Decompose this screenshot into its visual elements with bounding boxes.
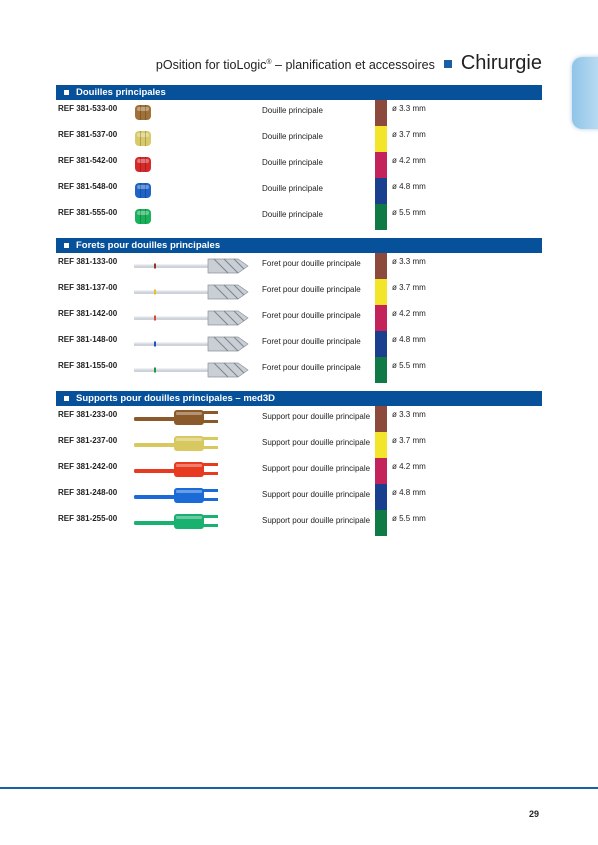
support-image	[134, 458, 254, 484]
diameter-value: ø 3.3 mm	[392, 104, 426, 113]
ref-number: REF 381-148-00	[58, 335, 118, 344]
table-row	[56, 357, 542, 383]
sleeve-image	[134, 204, 254, 230]
table-row	[56, 279, 542, 305]
table-row	[56, 100, 542, 126]
drill-image	[134, 357, 254, 383]
table-row	[56, 406, 542, 432]
item-description: Foret pour douille principale	[262, 285, 361, 294]
support-image	[134, 510, 254, 536]
color-code-swatch	[375, 152, 387, 178]
table-row	[56, 331, 542, 357]
item-description: Support pour douille principale	[262, 516, 371, 525]
diameter-value: ø 3.7 mm	[392, 283, 426, 292]
diameter-value: ø 4.8 mm	[392, 488, 426, 497]
section-title	[56, 391, 542, 406]
color-code-swatch	[375, 253, 387, 279]
item-description: Douille principale	[262, 210, 323, 219]
table-row	[56, 126, 542, 152]
color-code-swatch	[375, 406, 387, 432]
table-row	[56, 510, 542, 536]
bullet-square-icon	[64, 243, 69, 248]
ref-number: REF 381-242-00	[58, 462, 118, 471]
table-row	[56, 305, 542, 331]
ref-number: REF 381-533-00	[58, 104, 118, 113]
sleeve-image	[134, 100, 254, 126]
color-code-swatch	[375, 305, 387, 331]
item-description: Douille principale	[262, 158, 323, 167]
table-row	[56, 484, 542, 510]
drill-image	[134, 305, 254, 331]
section-title-text: Forets pour douilles principales	[76, 240, 221, 251]
color-code-swatch	[375, 432, 387, 458]
color-code-swatch	[375, 484, 387, 510]
sleeve-image	[134, 152, 254, 178]
diameter-value: ø 3.3 mm	[392, 257, 426, 266]
section-title	[56, 238, 542, 253]
table-row	[56, 253, 542, 279]
chapter-title: Chirurgie	[460, 52, 542, 74]
section-rows	[56, 406, 542, 536]
diameter-value: ø 3.3 mm	[392, 410, 426, 419]
section-douilles	[56, 85, 542, 230]
bullet-square-icon	[64, 396, 69, 401]
diameter-value: ø 5.5 mm	[392, 361, 426, 370]
ref-number: REF 381-537-00	[58, 130, 118, 139]
table-row	[56, 432, 542, 458]
drill-image	[134, 331, 254, 357]
bullet-square-icon	[64, 90, 69, 95]
color-code-swatch	[375, 178, 387, 204]
ref-number: REF 381-555-00	[58, 208, 118, 217]
diameter-value: ø 4.2 mm	[392, 309, 426, 318]
header-subtitle	[156, 58, 435, 72]
diameter-value: ø 5.5 mm	[392, 208, 426, 217]
ref-number: REF 381-233-00	[58, 410, 118, 419]
item-description: Support pour douille principale	[262, 438, 371, 447]
header-subtitle-main: pOsition for tioLogic	[155, 58, 267, 72]
section-rows	[56, 253, 542, 383]
color-code-swatch	[375, 458, 387, 484]
ref-number: REF 381-155-00	[58, 361, 118, 370]
diameter-value: ø 4.2 mm	[392, 462, 426, 471]
drill-image	[134, 279, 254, 305]
item-description: Foret pour douille principale	[262, 259, 361, 268]
ref-number: REF 381-248-00	[58, 488, 118, 497]
section-title	[56, 85, 542, 100]
item-description: Foret pour douille principale	[262, 311, 361, 320]
item-description: Douille principale	[262, 106, 323, 115]
section-rows	[56, 100, 542, 230]
table-row	[56, 204, 542, 230]
support-image	[134, 484, 254, 510]
diameter-value: ø 3.7 mm	[392, 436, 426, 445]
section-title-text: Douilles principales	[76, 87, 166, 98]
item-description: Support pour douille principale	[262, 464, 371, 473]
ref-number: REF 381-542-00	[58, 156, 118, 165]
diameter-value: ø 4.8 mm	[392, 335, 426, 344]
color-code-swatch	[375, 331, 387, 357]
item-description: Support pour douille principale	[262, 490, 371, 499]
item-description: Foret pour douille principale	[262, 337, 361, 346]
header-square-icon	[444, 60, 452, 68]
item-description: Douille principale	[262, 132, 323, 141]
ref-number: REF 381-137-00	[58, 283, 118, 292]
section-supports	[56, 391, 542, 536]
color-code-swatch	[375, 204, 387, 230]
color-code-swatch	[375, 279, 387, 305]
support-image	[134, 406, 254, 432]
diameter-value: ø 4.8 mm	[392, 182, 426, 191]
table-row	[56, 178, 542, 204]
chapter-tab	[572, 57, 598, 129]
diameter-value: ø 4.2 mm	[392, 156, 426, 165]
color-code-swatch	[375, 357, 387, 383]
sleeve-image	[134, 178, 254, 204]
sleeve-image	[134, 126, 254, 152]
diameter-value: ø 3.7 mm	[392, 130, 426, 139]
color-code-swatch	[375, 510, 387, 536]
table-row	[56, 152, 542, 178]
ref-number: REF 381-237-00	[58, 436, 118, 445]
diameter-value: ø 5.5 mm	[392, 514, 426, 523]
section-title-text: Supports pour douilles principales – med3D	[76, 393, 276, 404]
support-image	[134, 432, 254, 458]
page-header	[156, 52, 542, 75]
item-description: Support pour douille principale	[262, 412, 371, 421]
item-description: Douille principale	[262, 184, 323, 193]
registered-mark: ®	[266, 58, 272, 66]
page-number: 29	[529, 809, 540, 819]
ref-number: REF 381-142-00	[58, 309, 118, 318]
header-subtitle-rest: – planification et accessoires	[271, 58, 435, 72]
ref-number: REF 381-255-00	[58, 514, 118, 523]
ref-number: REF 381-133-00	[58, 257, 118, 266]
section-forets	[56, 238, 542, 383]
item-description: Foret pour douille principale	[262, 363, 361, 372]
ref-number: REF 381-548-00	[58, 182, 118, 191]
color-code-swatch	[375, 126, 387, 152]
color-code-swatch	[375, 100, 387, 126]
footer-rule	[0, 787, 598, 789]
drill-image	[134, 253, 254, 279]
table-row	[56, 458, 542, 484]
